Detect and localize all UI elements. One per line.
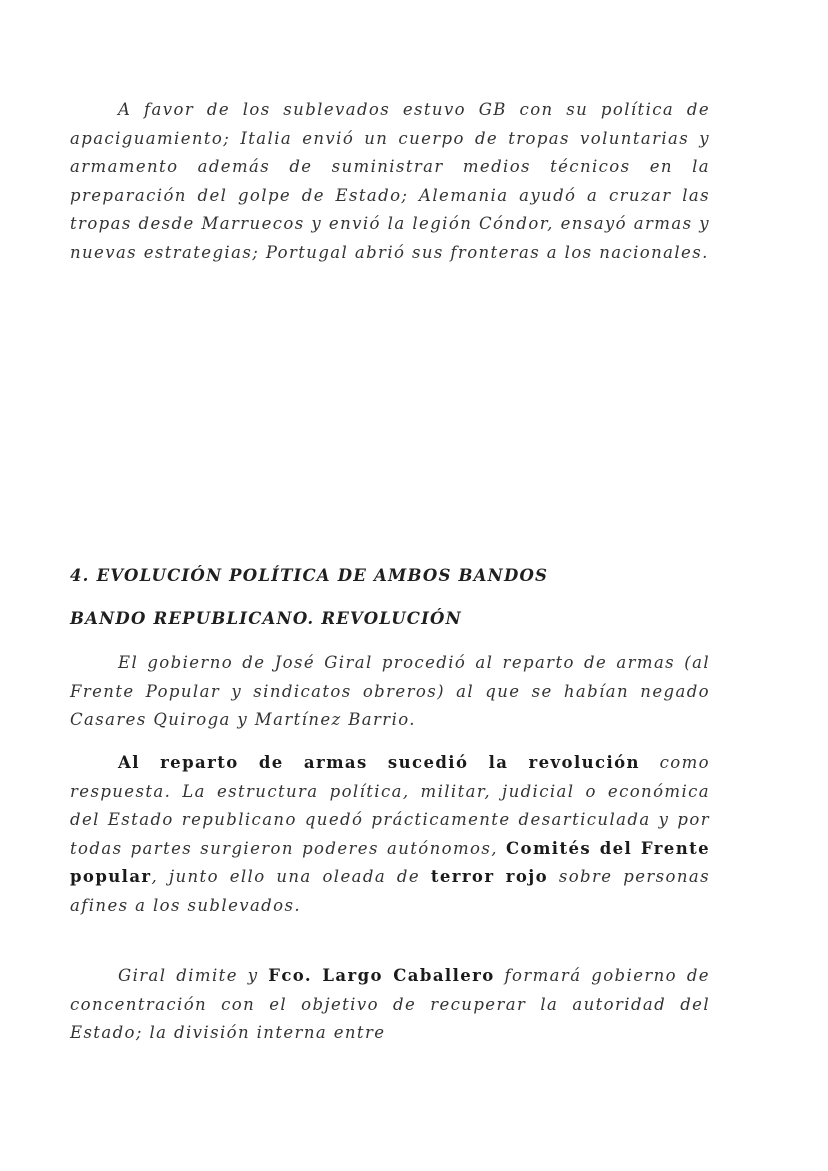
paragraph-revolution [70, 749, 710, 921]
bold-phrase-largo-caballero: Fco. Largo Caballero [268, 966, 495, 985]
subsection-heading: BANDO REPUBLICANO. REVOLUCIÓN [70, 609, 462, 628]
bold-phrase-red-terror: terror rojo [430, 867, 549, 887]
paragraph-text: , junto ello una oleada de [151, 867, 431, 887]
paragraph-text: como respuesta. La estructura política, militar, judicial o económica del Estado republicano quedó prácticamente desarticulada y por todas partes surgieron poderes autónomos, [70, 753, 711, 858]
paragraph-text: formará gobierno de concentración con el objetivo de recuperar la autoridad del Estado; la división interna entre [70, 966, 710, 1043]
paragraph-foreign-support: A favor de los sublevados estuvo GB con su política de apaciguamiento; Italia envió un cuerpo de tropas voluntarias y armamento además de suministrar medios técnicos en la preparación del golpe de Estado; Alemania ayudó a cruzar las tropas desde Marruecos y envió la legión Cóndor, ensayó armas y nuevas estrategias; Portugal abrió sus fronteras a los nacionales. [70, 100, 710, 262]
paragraph-text: Giral dimite y [118, 966, 269, 985]
bold-phrase-committees: Comités del Frente popular [70, 838, 711, 887]
bold-phrase-revolution: Al reparto de armas sucedió la revolución [118, 753, 640, 772]
paragraph-largo-caballero [70, 962, 710, 1048]
paragraph-giral-government: El gobierno de José Giral procedió al reparto de armas (al Frente Popular y sindicatos obreros) al que se habían negado Casares Quiroga y Martínez Barrio. [70, 653, 710, 730]
paragraph-text: sobre personas afines a los sublevados. [70, 867, 710, 915]
section-heading: 4. EVOLUCIÓN POLÍTICA DE AMBOS BANDOS [70, 566, 549, 585]
